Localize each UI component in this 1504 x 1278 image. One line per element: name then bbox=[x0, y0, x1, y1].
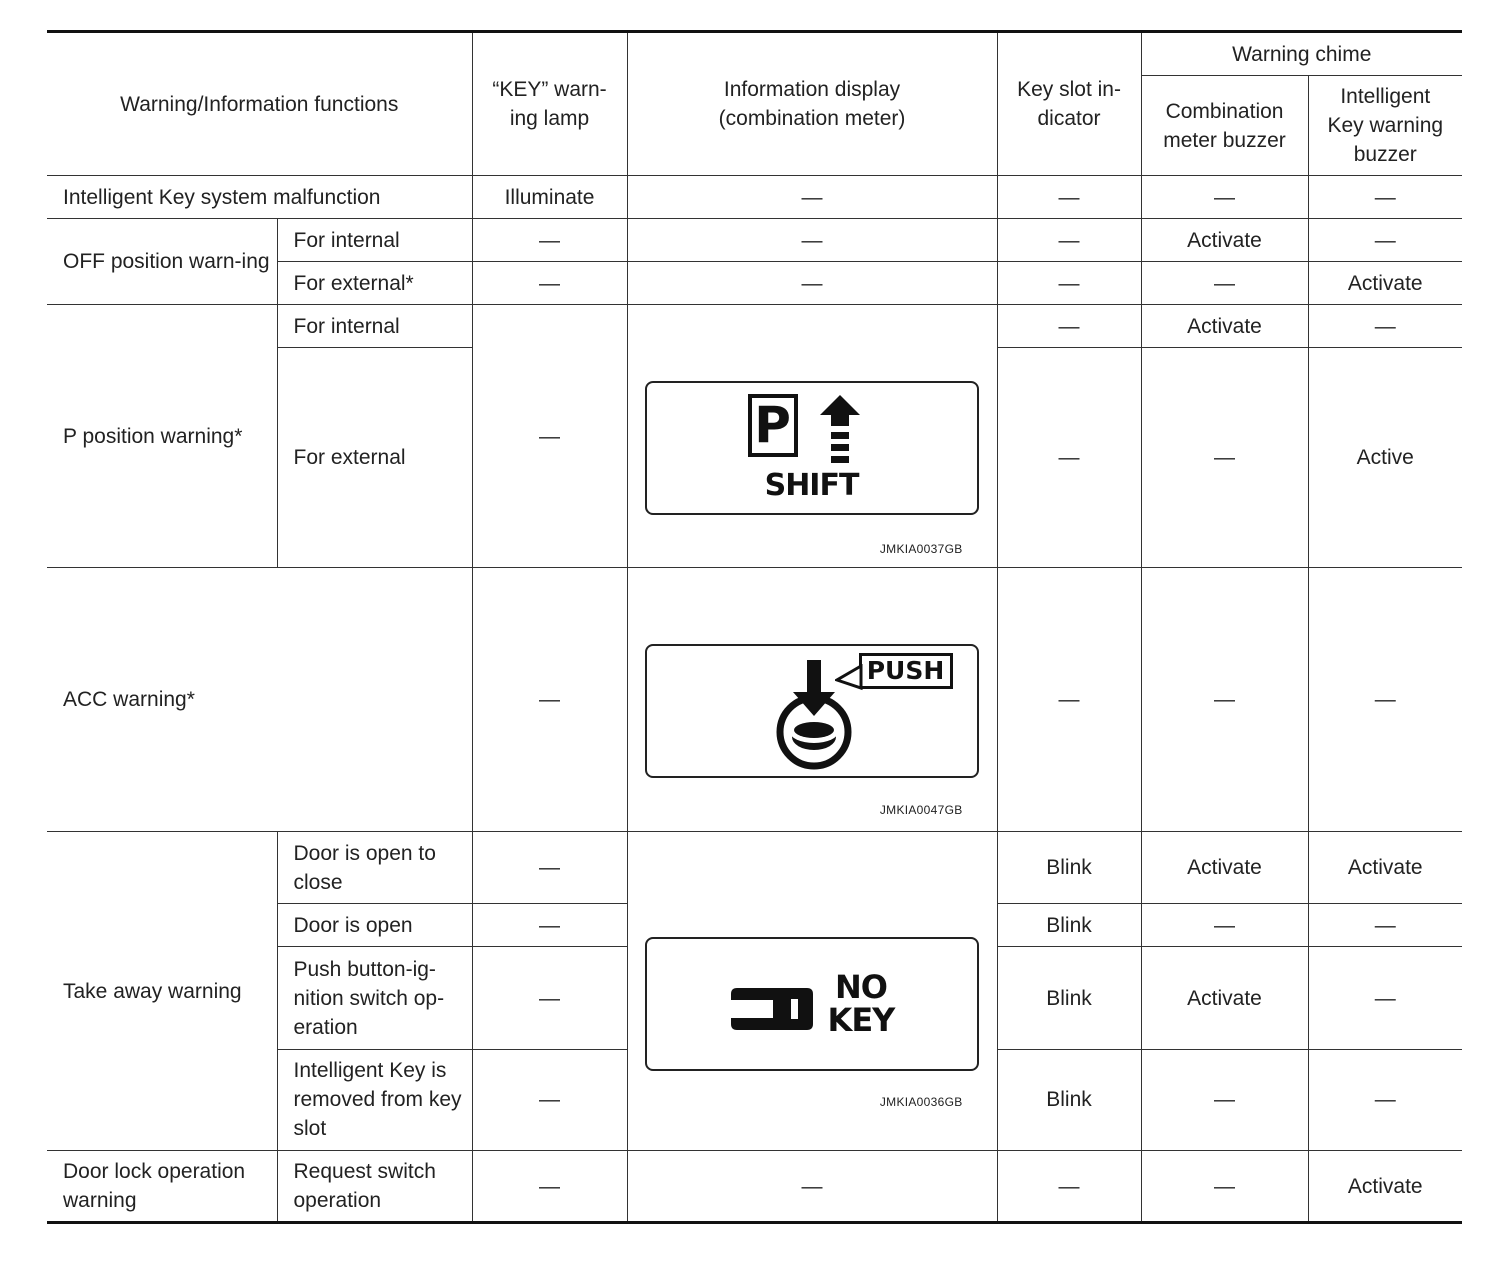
cell-ikey: — bbox=[1308, 904, 1462, 947]
cell-lamp: — bbox=[472, 1151, 627, 1223]
shift-figure bbox=[628, 305, 997, 567]
figure-code: JMKIA0047GB bbox=[879, 803, 963, 817]
cell-display: — bbox=[627, 219, 997, 262]
cell-slot: — bbox=[997, 219, 1141, 262]
cell-lamp: — bbox=[472, 568, 627, 832]
row-label: Push button-ig-nition switch op-eration bbox=[277, 947, 472, 1049]
cell-slot: — bbox=[997, 262, 1141, 305]
group-label: Door lock operation warning bbox=[47, 1151, 277, 1223]
push-callout bbox=[859, 653, 953, 689]
cell-lamp: — bbox=[472, 832, 627, 904]
row-label: ACC warning* bbox=[47, 568, 472, 832]
push-display-frame bbox=[645, 644, 979, 778]
cell-display: — bbox=[627, 176, 997, 219]
header-ikey-buzzer: Intelligent Key warning buzzer bbox=[1308, 76, 1462, 176]
row-label: For external* bbox=[277, 262, 472, 305]
cell-slot: — bbox=[997, 348, 1141, 568]
warning-function-table bbox=[47, 30, 1462, 1224]
cell-slot: — bbox=[997, 305, 1141, 348]
cell-combo: — bbox=[1141, 262, 1308, 305]
cell-combo: Activate bbox=[1141, 947, 1308, 1049]
figure-code: JMKIA0036GB bbox=[879, 1095, 963, 1109]
row-label: For internal bbox=[277, 219, 472, 262]
push-figure bbox=[628, 568, 997, 831]
header-key-lamp: “KEY” warn-ing lamp bbox=[472, 32, 627, 176]
p-box: P bbox=[748, 394, 798, 457]
cell-combo: — bbox=[1141, 568, 1308, 832]
cell-ikey: Activate bbox=[1308, 1151, 1462, 1223]
nokey-line2: KEY bbox=[827, 1001, 895, 1039]
shift-display-frame bbox=[645, 381, 979, 515]
shift-caption: SHIFT bbox=[764, 468, 859, 503]
nokey-line1: NO bbox=[834, 968, 887, 1006]
row-label: For internal bbox=[277, 305, 472, 348]
cell-ikey: Activate bbox=[1308, 832, 1462, 904]
push-caption: PUSH bbox=[866, 656, 945, 685]
header-functions: Warning/Information functions bbox=[47, 32, 472, 176]
group-label: P position warning* bbox=[47, 305, 277, 568]
cell-lamp: Illuminate bbox=[472, 176, 627, 219]
group-label: OFF position warn-ing bbox=[47, 219, 277, 305]
cell-slot: — bbox=[997, 1151, 1141, 1223]
cell-display: — bbox=[627, 262, 997, 305]
cell-slot: Blink bbox=[997, 1049, 1141, 1150]
cell-combo: Activate bbox=[1141, 219, 1308, 262]
cell-combo: — bbox=[1141, 1151, 1308, 1223]
cell-ikey: — bbox=[1308, 305, 1462, 348]
nokey-figure-cell bbox=[627, 832, 997, 1151]
row-label: For external bbox=[277, 348, 472, 568]
header-key-slot: Key slot in-dicator bbox=[997, 32, 1141, 176]
cell-lamp: — bbox=[472, 262, 627, 305]
row-label: Intelligent Key system malfunction bbox=[47, 176, 472, 219]
cell-combo: — bbox=[1141, 348, 1308, 568]
row-label: Request switch operation bbox=[277, 1151, 472, 1223]
cell-combo: — bbox=[1141, 176, 1308, 219]
header-combo-buzzer: Combination meter buzzer bbox=[1141, 76, 1308, 176]
key-fob-icon bbox=[727, 984, 817, 1034]
cell-ikey: — bbox=[1308, 219, 1462, 262]
nokey-figure bbox=[628, 832, 997, 1150]
cell-slot: — bbox=[997, 176, 1141, 219]
cell-combo: — bbox=[1141, 904, 1308, 947]
table-row bbox=[47, 305, 1462, 348]
row-label: Intelligent Key is removed from key slot bbox=[277, 1049, 472, 1150]
cell-ikey: — bbox=[1308, 176, 1462, 219]
cell-lamp: — bbox=[472, 947, 627, 1049]
cell-lamp: — bbox=[472, 904, 627, 947]
group-label: Take away warning bbox=[47, 832, 277, 1151]
cell-display: — bbox=[627, 1151, 997, 1223]
shift-figure-cell bbox=[627, 305, 997, 568]
cell-combo: Activate bbox=[1141, 832, 1308, 904]
table-row bbox=[47, 568, 1462, 832]
table-row bbox=[47, 219, 1462, 262]
row-label: Door is open to close bbox=[277, 832, 472, 904]
cell-slot: Blink bbox=[997, 904, 1141, 947]
cell-slot: — bbox=[997, 568, 1141, 832]
push-figure-cell bbox=[627, 568, 997, 832]
shift-up-arrow-icon bbox=[817, 393, 863, 465]
cell-combo: — bbox=[1141, 1049, 1308, 1150]
header-chime: Warning chime bbox=[1141, 32, 1462, 76]
cell-combo: Activate bbox=[1141, 305, 1308, 348]
table-row bbox=[47, 1151, 1462, 1223]
cell-ikey: Active bbox=[1308, 348, 1462, 568]
cell-slot: Blink bbox=[997, 947, 1141, 1049]
cell-lamp: — bbox=[472, 1049, 627, 1150]
cell-ikey: — bbox=[1308, 568, 1462, 832]
nokey-text bbox=[827, 968, 895, 1039]
cell-ikey: — bbox=[1308, 1049, 1462, 1150]
cell-lamp: — bbox=[472, 305, 627, 568]
callout-tail-icon bbox=[835, 664, 863, 692]
cell-slot: Blink bbox=[997, 832, 1141, 904]
cell-ikey: — bbox=[1308, 947, 1462, 1049]
nokey-display-frame bbox=[645, 937, 979, 1071]
row-label: Door is open bbox=[277, 904, 472, 947]
header-info-display: Information display (combination meter) bbox=[627, 32, 997, 176]
cell-ikey: Activate bbox=[1308, 262, 1462, 305]
table-row bbox=[47, 832, 1462, 904]
figure-code: JMKIA0037GB bbox=[879, 542, 963, 556]
cell-lamp: — bbox=[472, 219, 627, 262]
table-row bbox=[47, 176, 1462, 219]
